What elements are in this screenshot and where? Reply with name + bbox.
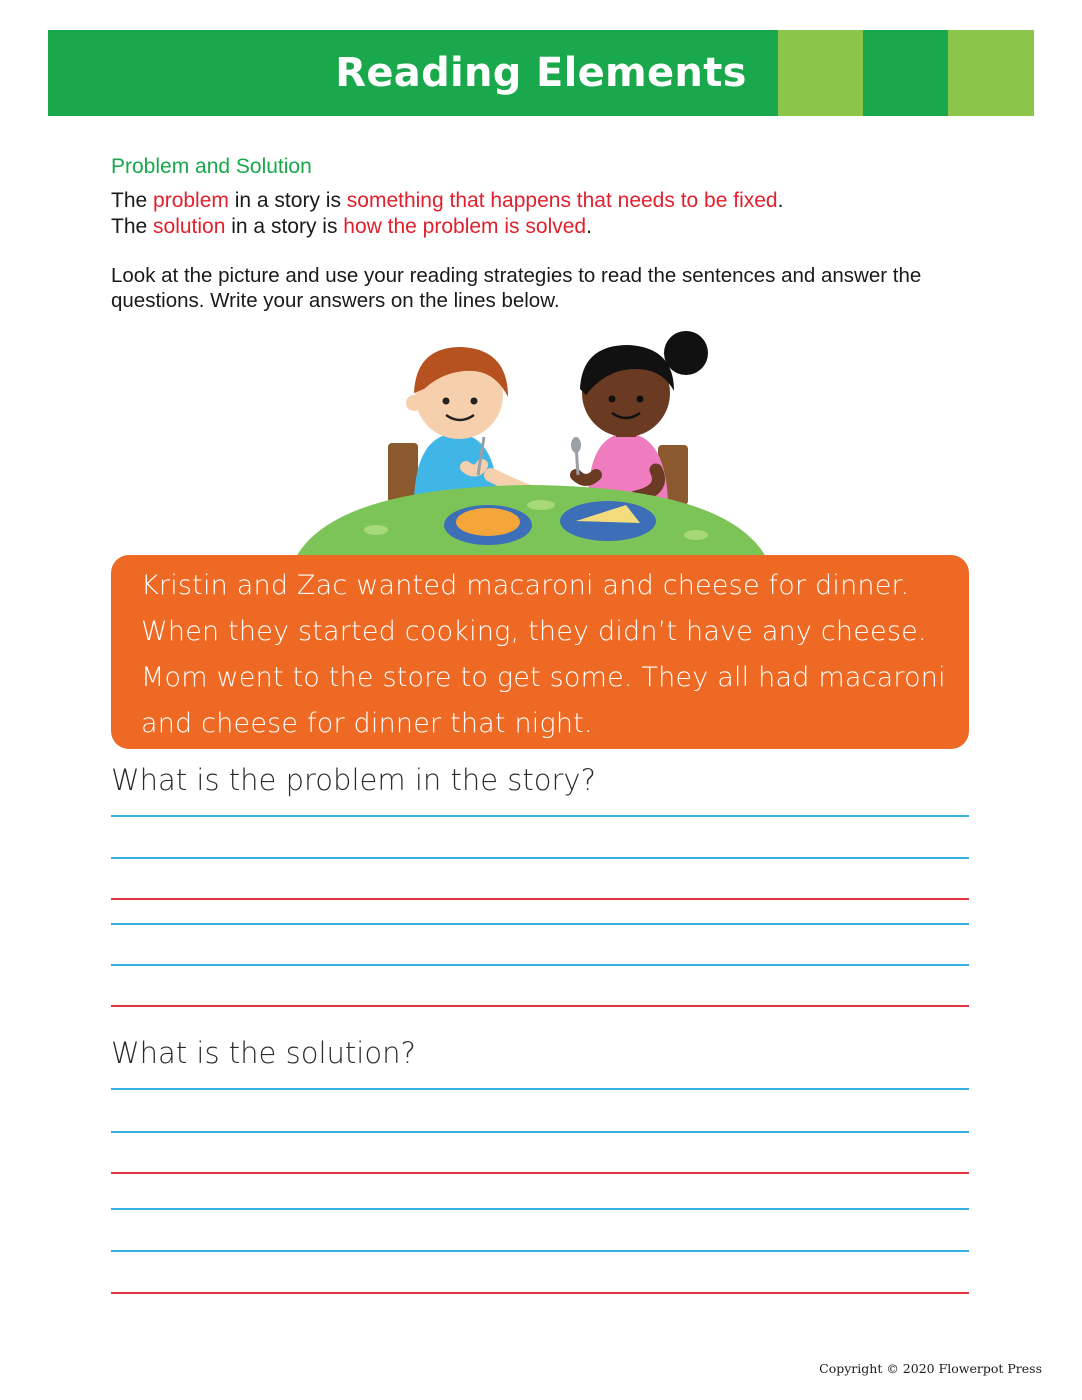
writing-line[interactable]: [111, 964, 969, 966]
definition-text: in a story is: [225, 215, 344, 238]
header-banner: [48, 30, 1034, 116]
definition-text: in a story is: [228, 189, 347, 212]
writing-line[interactable]: [111, 1208, 969, 1210]
question-problem: What is the problem in the story?: [111, 763, 596, 797]
writing-line[interactable]: [111, 815, 969, 817]
writing-line[interactable]: [111, 923, 969, 925]
writing-line[interactable]: [111, 1005, 969, 1007]
definition-text: .: [586, 215, 592, 238]
writing-line[interactable]: [111, 1250, 969, 1252]
writing-line[interactable]: [111, 1172, 969, 1174]
story-box: [111, 555, 969, 749]
solution-definition: [111, 214, 592, 240]
instructions: Look at the picture and use your reading strategies to read the sentences and answer the questions. Write your answers on the lines below.: [111, 264, 922, 312]
writing-line[interactable]: [111, 898, 969, 900]
chair-left: [388, 443, 418, 503]
definition-meaning: how the problem is solved: [343, 215, 587, 238]
definition-term: solution: [153, 215, 226, 238]
story-line: Mom went to the store to get some. They all had macaroni: [141, 662, 946, 693]
story-line: Kristin and Zac wanted macaroni and cheese for dinner.: [141, 570, 910, 601]
definition-text: .: [777, 189, 784, 212]
writing-line[interactable]: [111, 857, 969, 859]
boy-figure: [406, 347, 532, 500]
writing-line[interactable]: [111, 1131, 969, 1133]
page-title: Reading Elements: [335, 50, 747, 96]
definition-text: The: [111, 215, 154, 238]
story-line: and cheese for dinner that night.: [141, 708, 593, 739]
definition-meaning: something that happens that needs to be fixed: [346, 189, 778, 212]
problem-definition: [111, 188, 783, 214]
story-line: When they started cooking, they didn’t have any cheese.: [141, 616, 927, 647]
writing-line[interactable]: [111, 1088, 969, 1090]
definition-text: The: [111, 189, 154, 212]
copyright: Copyright © 2020 Flowerpot Press: [819, 1361, 1042, 1376]
section-title: Problem and Solution: [111, 155, 312, 178]
writing-line[interactable]: [111, 1292, 969, 1294]
definition-term: problem: [153, 189, 229, 212]
kids-eating-illustration: [296, 325, 766, 557]
question-solution: What is the solution?: [111, 1036, 416, 1070]
